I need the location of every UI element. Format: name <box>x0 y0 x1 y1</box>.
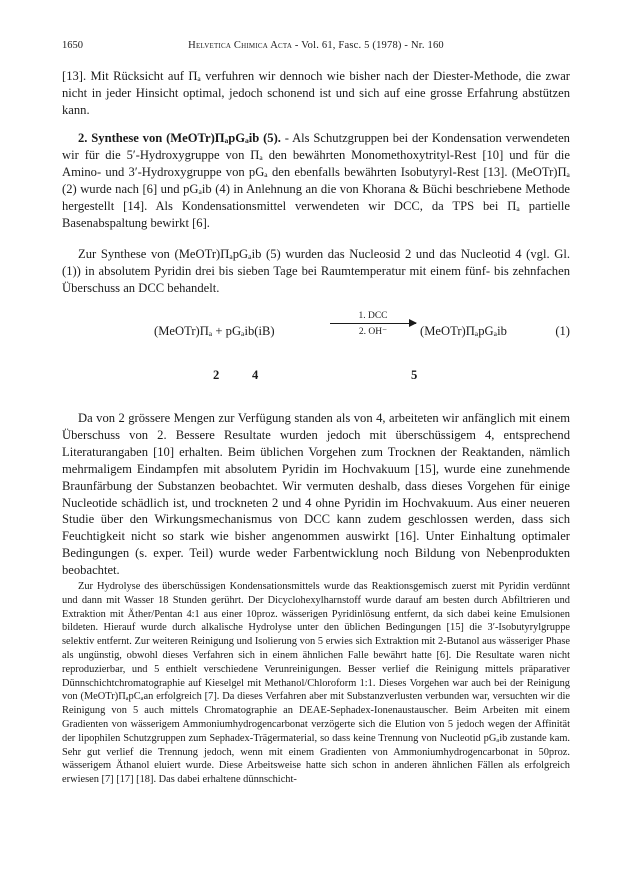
compound-number: 4 <box>252 368 259 382</box>
paragraph-1: [13]. Mit Rücksicht auf Πₐ verfuhren wir dennoch wie bisher nach der Diester-Methode, die zwar nicht in jeder Hinsicht optimal, jedoch schonend ist und sich auf eine grosse Erfahrung abstützen kann. <box>62 69 570 117</box>
reaction-arrow <box>330 311 416 337</box>
paragraph-4-block <box>62 410 570 579</box>
journal-name: Helvetica Chimica Acta <box>188 40 293 51</box>
paragraph-3: Zur Synthese von (MeOTr)ΠₐpGₐib (5) wurden das Nucleosid 2 und das Nucleotid 4 (vgl. Gl. (1)) in absolutem Pyridin drei bis sieben Tage bei Raumtemperatur mit einem fünf- bis zehnfachen Überschuss an DCC behandelt. <box>62 247 570 295</box>
section-2-text: - Als Schutzgruppen bei der Kondensation verwendeten wir für die 5′-Hydroxygruppe von Πₐ den bewährten Monomethoxytrityl-Rest [10] und für die Amino- und 3′-Hydroxygruppe von pGₐ den ebenfalls bewährten Isobutyryl-Rest [13]. (MeOTr)Πₐ (2) wurde nach [6] und pGₐib (4) in Anlehnung an die von Khorana & Büchi beschriebene Methode hergestellt [14]. Als Kondensationsmittel verwendeten wir DCC, da TPS bei Πₐ partielle Basenabspaltung bewirkt [6]. <box>62 131 570 230</box>
small-print-block <box>62 580 570 787</box>
compound-number: 5 <box>411 368 418 382</box>
section-2 <box>62 130 570 231</box>
volume-info: - Vol. 61, Fasc. 5 (1978) - Nr. 160 <box>292 40 444 51</box>
equation-rhs: (MeOTr)ΠₐpGₐib <box>420 324 507 338</box>
section-2-paragraph <box>62 130 570 231</box>
compound-number: 2 <box>213 368 220 382</box>
paragraph-continuation <box>62 68 570 119</box>
paragraph-4: Da von 2 grössere Mengen zur Verfügung standen als von 4, arbeiteten wir anfänglich mit einem Überschuss von 2. Bessere Resultate wurden jedoch mit überschüssigem 4, entsprechend Literaturangaben [10] erhalten. Beim üblichen Vorgehen zum Trocknen der Reaktanden, nämlich mehrmaligem Eindampfen mit absolutem Pyridin im Hochvakuum [15], wurde eine zunehmende Braunfärbung der Substanzen beobachtet. Wir vermuten deshalb, dass dieses Vorgehen für einige Nucleotide schädlich ist, und trockneten 2 und 4 ohne Pyridin im Hochvakuum. Aus einer neueren Studie über den Wirkungsmechanismus von DCC kann zudem geschlossen werden, dass sich Feuchtigkeit nicht so stark wie bisher angenommen auswirkt [16]. Unter Einhaltung optimaler Bedingungen (s. exper. Teil) wurde weder Farbentwicklung noch Bildung von Nebenprodukten beobachtet. <box>62 411 570 578</box>
arrow-reagent-1: 1. DCC <box>358 311 388 321</box>
equation-lhs: (MeOTr)Πₐ + pGₐib(iB) <box>154 324 275 338</box>
small-print-paragraph: Zur Hydrolyse des überschüssigen Kondensationsmittels wurde das Reaktionsgemisch zuerst mit Pyridin verdünnt und dann mit Wasser 18 Stunden gerührt. Der Dicyclohexylharnstoff wurde darauf am besten durch Abfiltrieren und Extraktion mit Äther/Pentan 4:1 aus einer 10proz. wässerigen Pyridinlösung entfernt, da sich dabei keine Emulsionen bildeten. Hierauf wurde durch alkalische Hydrolyse unter den üblichen Bedingungen [15] die 3′-Isobutyrylgruppe selektiv entfernt. Zur weiteren Reinigung und Isolierung von 5 erwies sich Extraktion mit 2-Butanol aus wässeriger Phase als ungünstig, obwohl dieses Verfahren sich in einem ähnlichen Falle bewährt hatte [6]. Die Resultate waren nicht reproduzierbar, und 5 enthielt verschiedene Verunreinigungen. Besser verlief die Reinigung mittels präparativer Dünnschichtchromatographie auf Kieselgel mit Methanol/Chloroform 1:1. Dieses Vorgehen war auch bei der Reinigung von (MeOTr)ΠₐpCₐan erfolgreich [7]. Da dieses Verfahren aber mit Substanzverlusten verbunden war, versuchten wir die Reinigung von 5 auch mittels Chromatographie an DEAE-Sephadex-Ionenaustauscher. Beim Arbeiten mit einem Gradienten von wässerigem Ammoniumhydrogencarbonat verzögerte sich die Elution von 5 jedoch wegen der Affinität der lipophilen Schutzgruppen zum Sephadex-Trägermaterial, so dass keine Trennung von Nucleotid pGₐib zustande kam. Sehr gut verlief die Trennung jedoch, wenn mit einem Gradienten von Ammoniumhydrogencarbonat in 50proz. wässerigem Äthanol eluiert wurde. Diese Arbeitsweise hatte sich schon in anderen ähnlichen Fällen als erfolgreich erwiesen [7] [17] [18]. Das dabei erhaltene dünnschicht- <box>62 581 570 786</box>
paragraph-3-block <box>62 246 570 297</box>
page-number: 1650 <box>62 40 83 51</box>
equation-number: (1) <box>555 324 570 338</box>
section-2-heading: 2. Synthese von (MeOTr)ΠₐpGₐib (5). <box>78 131 281 145</box>
arrow-icon <box>330 323 416 324</box>
journal-reference <box>62 40 570 51</box>
reaction-equation <box>62 311 570 344</box>
arrow-reagent-2: 2. OH⁻ <box>358 327 388 337</box>
